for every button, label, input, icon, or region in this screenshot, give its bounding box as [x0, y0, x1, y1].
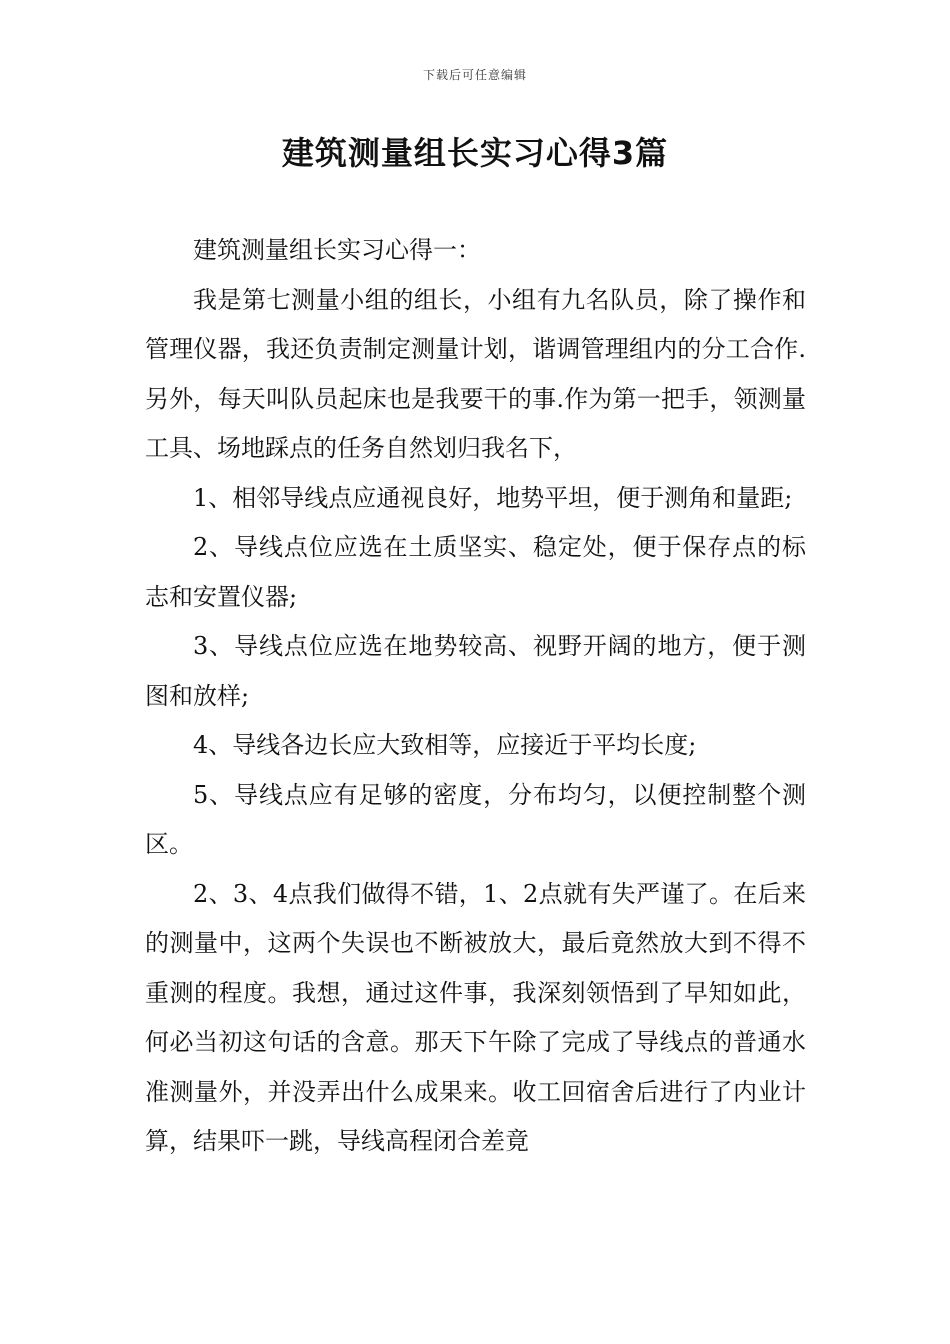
- header-note: 下载后可任意编辑: [422, 68, 527, 82]
- section-heading: 建筑测量组长实习心得一：: [193, 236, 481, 264]
- list-item: 5、导线点应有足够的密度，分布均匀，以便控制整个测区。: [145, 780, 806, 858]
- list-item: 2、导线点位应选在土质坚实、稳定处，便于保存点的标志和安置仪器;: [145, 533, 806, 611]
- document-body: [145, 226, 806, 1167]
- list-item: 1、相邻导线点应通视良好，地势平坦，便于测角和量距;: [193, 483, 793, 512]
- paragraph: 我是第七测量小组的组长，小组有九名队员，除了操作和管理仪器，我还负责制定测量计划，谐调管理组内的分工合作.另外，每天叫队员起床也是我要干的事.作为第一把手，领测量工具、场地踩点的任务自然划归我名下，: [145, 285, 806, 462]
- paragraph: 2、3、4点我们做得不错，1、2点就有失严谨了。在后来的测量中，这两个失误也不断被放大，最后竟然放大到不得不重测的程度。我想，通过这件事，我深刻领悟到了早知如此，何必当初这句话的含意。那天下午除了完成了导线点的普通水准测量外，并没弄出什么成果来。收工回宿舍后进行了内业计算，结果吓一跳，导线高程闭合差竟: [145, 879, 806, 1155]
- list-item: 3、导线点位应选在地势较高、视野开阔的地方，便于测图和放样;: [145, 632, 806, 710]
- document-title: 建筑测量组长实习心得3篇: [281, 134, 669, 172]
- list-item: 4、导线各边长应大致相等，应接近于平均长度;: [193, 731, 697, 759]
